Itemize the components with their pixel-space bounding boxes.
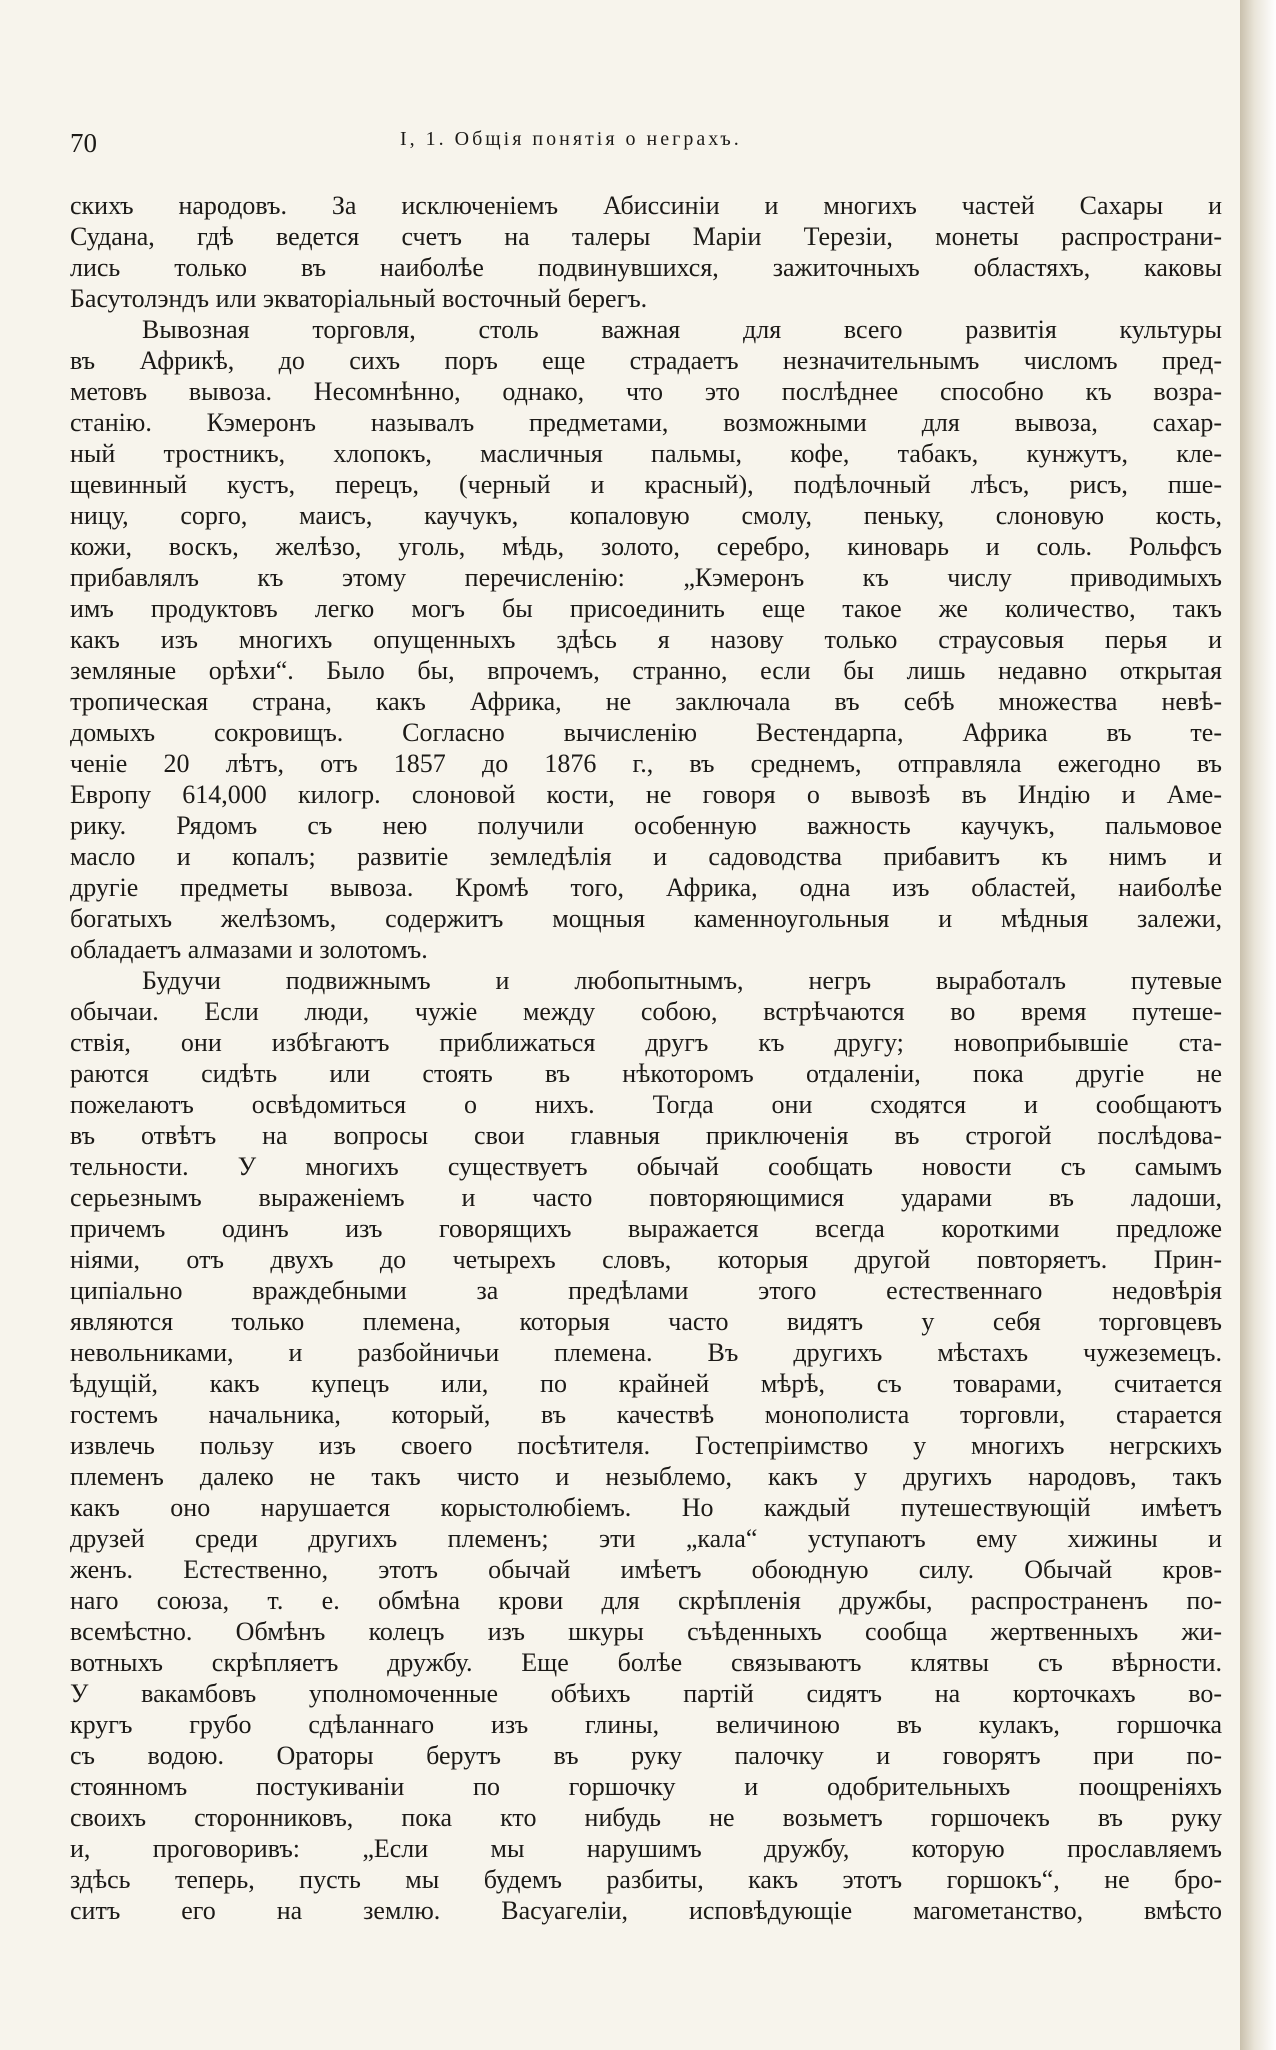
text-line: рику. Рядомъ съ нею получили особенную важность каучукъ, пальмовое [70,811,1222,840]
text-line: Басутолэндъ или экваторіальный восточный берегъ. [70,284,648,313]
text-line: ствія, они избѣгаютъ приближаться другъ къ другу; новоприбывшіе ста- [70,1028,1222,1057]
text-line: обычаи. Если люди, чужіе между собою, встрѣчаются во время путеше- [70,997,1222,1026]
text-line: кожи, воскъ, желѣзо, уголь, мѣдь, золото, серебро, киноварь и соль. Рольфсъ [70,532,1222,561]
text-line: и, проговоривъ: „Если мы нарушимъ дружбу, которую прославляемъ [70,1834,1222,1863]
text-line: какъ изъ многихъ опущенныхъ здѣсь я назову только страусовыя перья и [70,625,1222,654]
text-line: ніями, отъ двухъ до четырехъ словъ, которыя другой повторяетъ. Прин- [70,1245,1222,1274]
text-line: домыхъ сокровищъ. Согласно вычисленію Вестендарпа, Африка въ те- [70,718,1222,747]
text-line: тропическая страна, какъ Африка, не заключала въ себѣ множества невѣ- [70,687,1222,716]
text-line: ѣдущій, какъ купецъ или, по крайней мѣрѣ, съ товарами, считается [70,1369,1222,1398]
text-line: ный тростникъ, хлопокъ, масличныя пальмы, кофе, табакъ, кунжутъ, кле- [70,439,1222,468]
text-line: раются сидѣть или стоять въ нѣкоторомъ отдаленіи, пока другіе не [70,1059,1222,1088]
text-line: ситъ его на землю. Васуагеліи, исповѣдующіе магометанство, вмѣсто [70,1896,1222,1925]
body-text [70,190,1222,1926]
text-line: другіе предметы вывоза. Кромѣ того, Африка, одна изъ областей, наиболѣе [70,873,1222,902]
text-line: Вывозная торговля, столь важная для всего развитія культуры [142,315,1222,344]
text-line: здѣсь теперь, пусть мы будемъ разбиты, какъ этотъ горшокъ“, не бро- [70,1865,1222,1894]
running-head: I, 1. Общія понятія о неграхъ. [400,128,742,150]
text-line: тельности. У многихъ существуетъ обычай сообщать новости съ самымъ [70,1152,1222,1181]
text-line: женъ. Естественно, этотъ обычай имѣетъ обоюдную силу. Обычай кров- [70,1555,1222,1584]
text-line: невольниками, и разбойничьи племена. Въ другихъ мѣстахъ чужеземецъ. [70,1338,1222,1367]
text-line: богатыхъ желѣзомъ, содержитъ мощныя каменноугольныя и мѣдныя залежи, [70,904,1222,933]
text-line: ципіально враждебными за предѣлами этого естественнаго недовѣрія [70,1276,1222,1305]
text-line: пожелаютъ освѣдомиться о нихъ. Тогда они сходятся и сообщаютъ [70,1090,1222,1119]
text-line: причемъ одинъ изъ говорящихъ выражается всегда короткими предложе [70,1214,1222,1243]
text-line: лись только въ наиболѣе подвинувшихся, зажиточныхъ областяхъ, каковы [70,253,1222,282]
text-line: щевинный кустъ, перецъ, (черный и красный), подѣлочный лѣсъ, рисъ, пше- [70,470,1222,499]
text-line: ницу, сорго, маисъ, каучукъ, копаловую смолу, пеньку, слоновую кость, [70,501,1222,530]
text-line: метовъ вывоза. Несомнѣнно, однако, что это послѣднее способно къ возра- [70,377,1222,406]
text-line: станію. Кэмеронъ называлъ предметами, возможными для вывоза, сахар- [70,408,1222,437]
text-line: съ водою. Ораторы берутъ въ руку палочку и говорятъ при по- [70,1741,1222,1770]
text-line: стоянномъ постукиваніи по горшочку и одобрительныхъ поощреніяхъ [70,1772,1222,1801]
text-line: серьезнымъ выраженіемъ и часто повторяющимися ударами въ ладоши, [70,1183,1222,1212]
text-line: наго союза, т. е. обмѣна крови для скрѣпленія дружбы, распространенъ по- [70,1586,1222,1615]
text-line: извлечь пользу изъ своего посѣтителя. Гостепріимство у многихъ негрскихъ [70,1431,1222,1460]
text-line: въ отвѣтъ на вопросы свои главныя приключенія въ строгой послѣдова- [70,1121,1222,1150]
text-line: Судана, гдѣ ведется счетъ на талеры Маріи Терезіи, монеты распространи- [70,222,1222,251]
text-line: всемѣстно. Обмѣнъ колецъ изъ шкуры съѣденныхъ сообща жертвенныхъ жи- [70,1617,1222,1646]
text-line: вотныхъ скрѣпляетъ дружбу. Еще болѣе связываютъ клятвы съ вѣрности. [70,1648,1222,1677]
text-line: племенъ далеко не такъ чисто и незыблемо, какъ у другихъ народовъ, такъ [70,1462,1222,1491]
text-line: Европу 614,000 килогр. слоновой кости, не говоря о вывозѣ въ Индію и Аме- [70,780,1222,809]
text-line: масло и копалъ; развитіе земледѣлія и садоводства прибавитъ къ нимъ и [70,842,1222,871]
text-line: обладаетъ алмазами и золотомъ. [70,935,428,964]
text-line: гостемъ начальника, который, въ качествѣ монополиста торговли, старается [70,1400,1222,1429]
text-line: являются только племена, которыя часто видятъ у себя торговцевъ [70,1307,1222,1336]
text-line: прибавлялъ къ этому перечисленію: „Кэмеронъ къ числу приводимыхъ [70,563,1222,592]
text-line: кругъ грубо сдѣланнаго изъ глины, величиною въ кулакъ, горшочка [70,1710,1222,1739]
text-line: друзей среди другихъ племенъ; эти „кала“ уступаютъ ему хижины и [70,1524,1222,1553]
text-line: ченіе 20 лѣтъ, отъ 1857 до 1876 г., въ среднемъ, отправляла ежегодно въ [70,749,1222,778]
text-line: какъ оно нарушается корыстолюбіемъ. Но каждый путешествующій имѣетъ [70,1493,1222,1522]
text-line: имъ продуктовъ легко могъ бы присоединить еще такое же количество, такъ [70,594,1222,623]
page-header [70,128,1222,168]
text-line: Будучи подвижнымъ и любопытнымъ, негръ выработалъ путевые [142,966,1222,995]
text-line: У вакамбовъ уполномоченные обѣихъ партій сидятъ на корточкахъ во- [70,1679,1222,1708]
text-line: своихъ сторонниковъ, пока кто нибудь не возьметъ горшочекъ въ руку [70,1803,1222,1832]
page-edge [1240,0,1276,2050]
text-line: скихъ народовъ. За исключеніемъ Абиссиніи и многихъ частей Сахары и [70,191,1222,220]
text-line: въ Африкѣ, до сихъ поръ еще страдаетъ незначительнымъ числомъ пред- [70,346,1222,375]
page-number: 70 [70,128,97,158]
text-line: земляные орѣхи“. Было бы, впрочемъ, странно, если бы лишь недавно открытая [70,656,1222,685]
